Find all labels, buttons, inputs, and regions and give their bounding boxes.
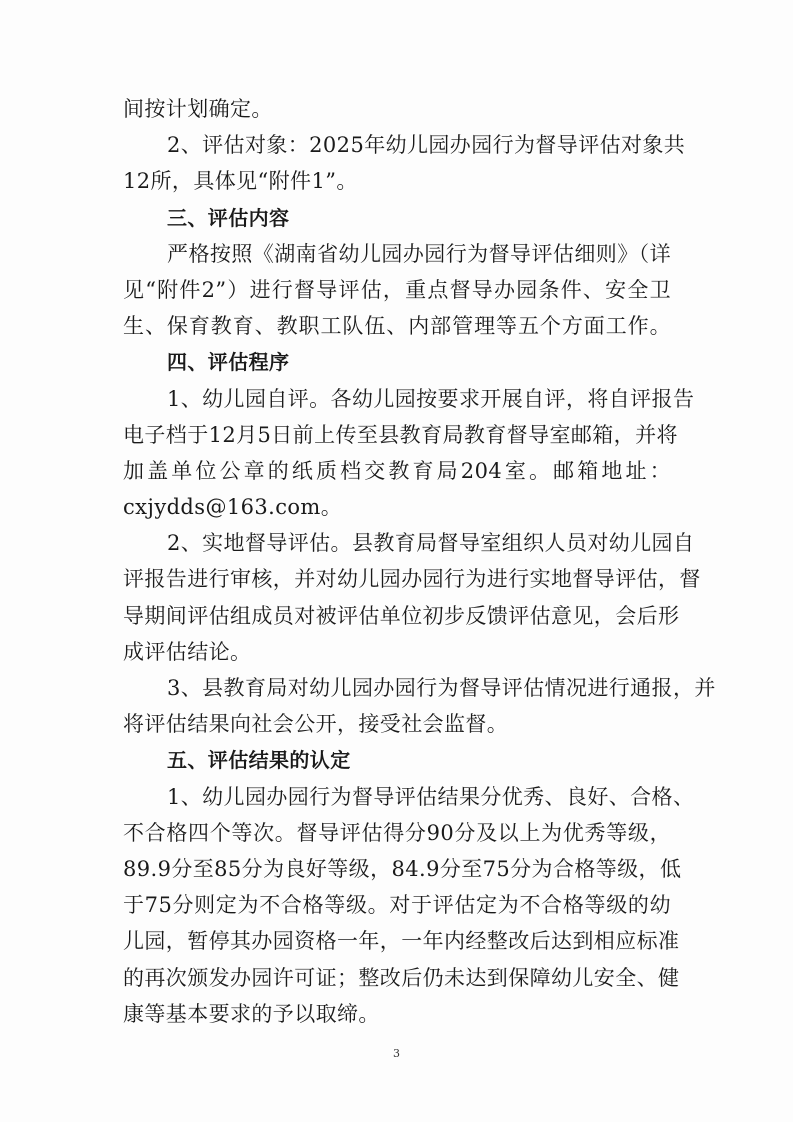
text-line: 不合格四个等次。督导评估得分90分及以上为优秀等级， [123, 820, 671, 845]
text-line: 2、评估对象：2025年幼儿园办园行为督导评估对象共 [167, 133, 686, 158]
text-line: 见“附件2”）进行督导评估，重点督导办园条件、安全卫 [123, 277, 671, 302]
text-line: 儿园，暂停其办园资格一年，一年内经整改后达到相应标准 [123, 929, 680, 954]
text-line: 电子档于12月5日前上传至县教育局教育督导室邮箱，并将 [123, 422, 678, 447]
section-heading: 四、评估程序 [167, 350, 290, 375]
document-body [123, 91, 716, 1032]
text-line: 导期间评估组成员对被评估单位初步反馈评估意见，会后形 [123, 603, 680, 628]
text-line: 加盖单位公章的纸质档交教育局204室。邮箱地址： [123, 458, 671, 483]
page-number: 3 [393, 1047, 400, 1060]
text-line: 1、幼儿园办园行为督导评估结果分优秀、良好、合格、 [167, 784, 695, 809]
text-line: 1、幼儿园自评。各幼儿园按要求开展自评，将自评报告 [167, 386, 695, 411]
text-line: 评报告进行审核，并对幼儿园办园行为进行实地督导评估，督 [123, 567, 701, 592]
text-line: 3、县教育局对幼儿园办园行为督导评估情况进行通报，并 [167, 676, 716, 700]
text-line: 89.9分至85分为良好等级，84.9分至75分为合格等级，低 [123, 856, 682, 881]
text-line: 于75分则定为不合格等级。对于评估定为不合格等级的幼 [123, 893, 671, 918]
text-line: 康等基本要求的予以取缔。 [123, 1001, 380, 1026]
text-line: 生、保育教育、教职工队伍、内部管理等五个方面工作。 [123, 314, 671, 339]
text-line: 成评估结论。 [123, 639, 252, 664]
text-line: 的再次颁发办园许可证；整改后仍未达到保障幼儿安全、健 [123, 965, 680, 990]
text-line: 间按计划确定。 [123, 97, 273, 121]
text-line: 严格按照《湖南省幼儿园办园行为督导评估细则》（详 [167, 241, 671, 266]
text-line: 将评估结果向社会公开，接受社会监督。 [123, 712, 509, 737]
text-line: 12所，具体见“附件1”。 [123, 169, 358, 194]
text-line: cxjydds@163.com。 [123, 495, 343, 520]
text-line: 2、实地督导评估。县教育局督导室组织人员对幼儿园自 [167, 531, 695, 556]
section-heading: 三、评估内容 [167, 205, 290, 230]
section-heading: 五、评估结果的认定 [167, 748, 351, 773]
